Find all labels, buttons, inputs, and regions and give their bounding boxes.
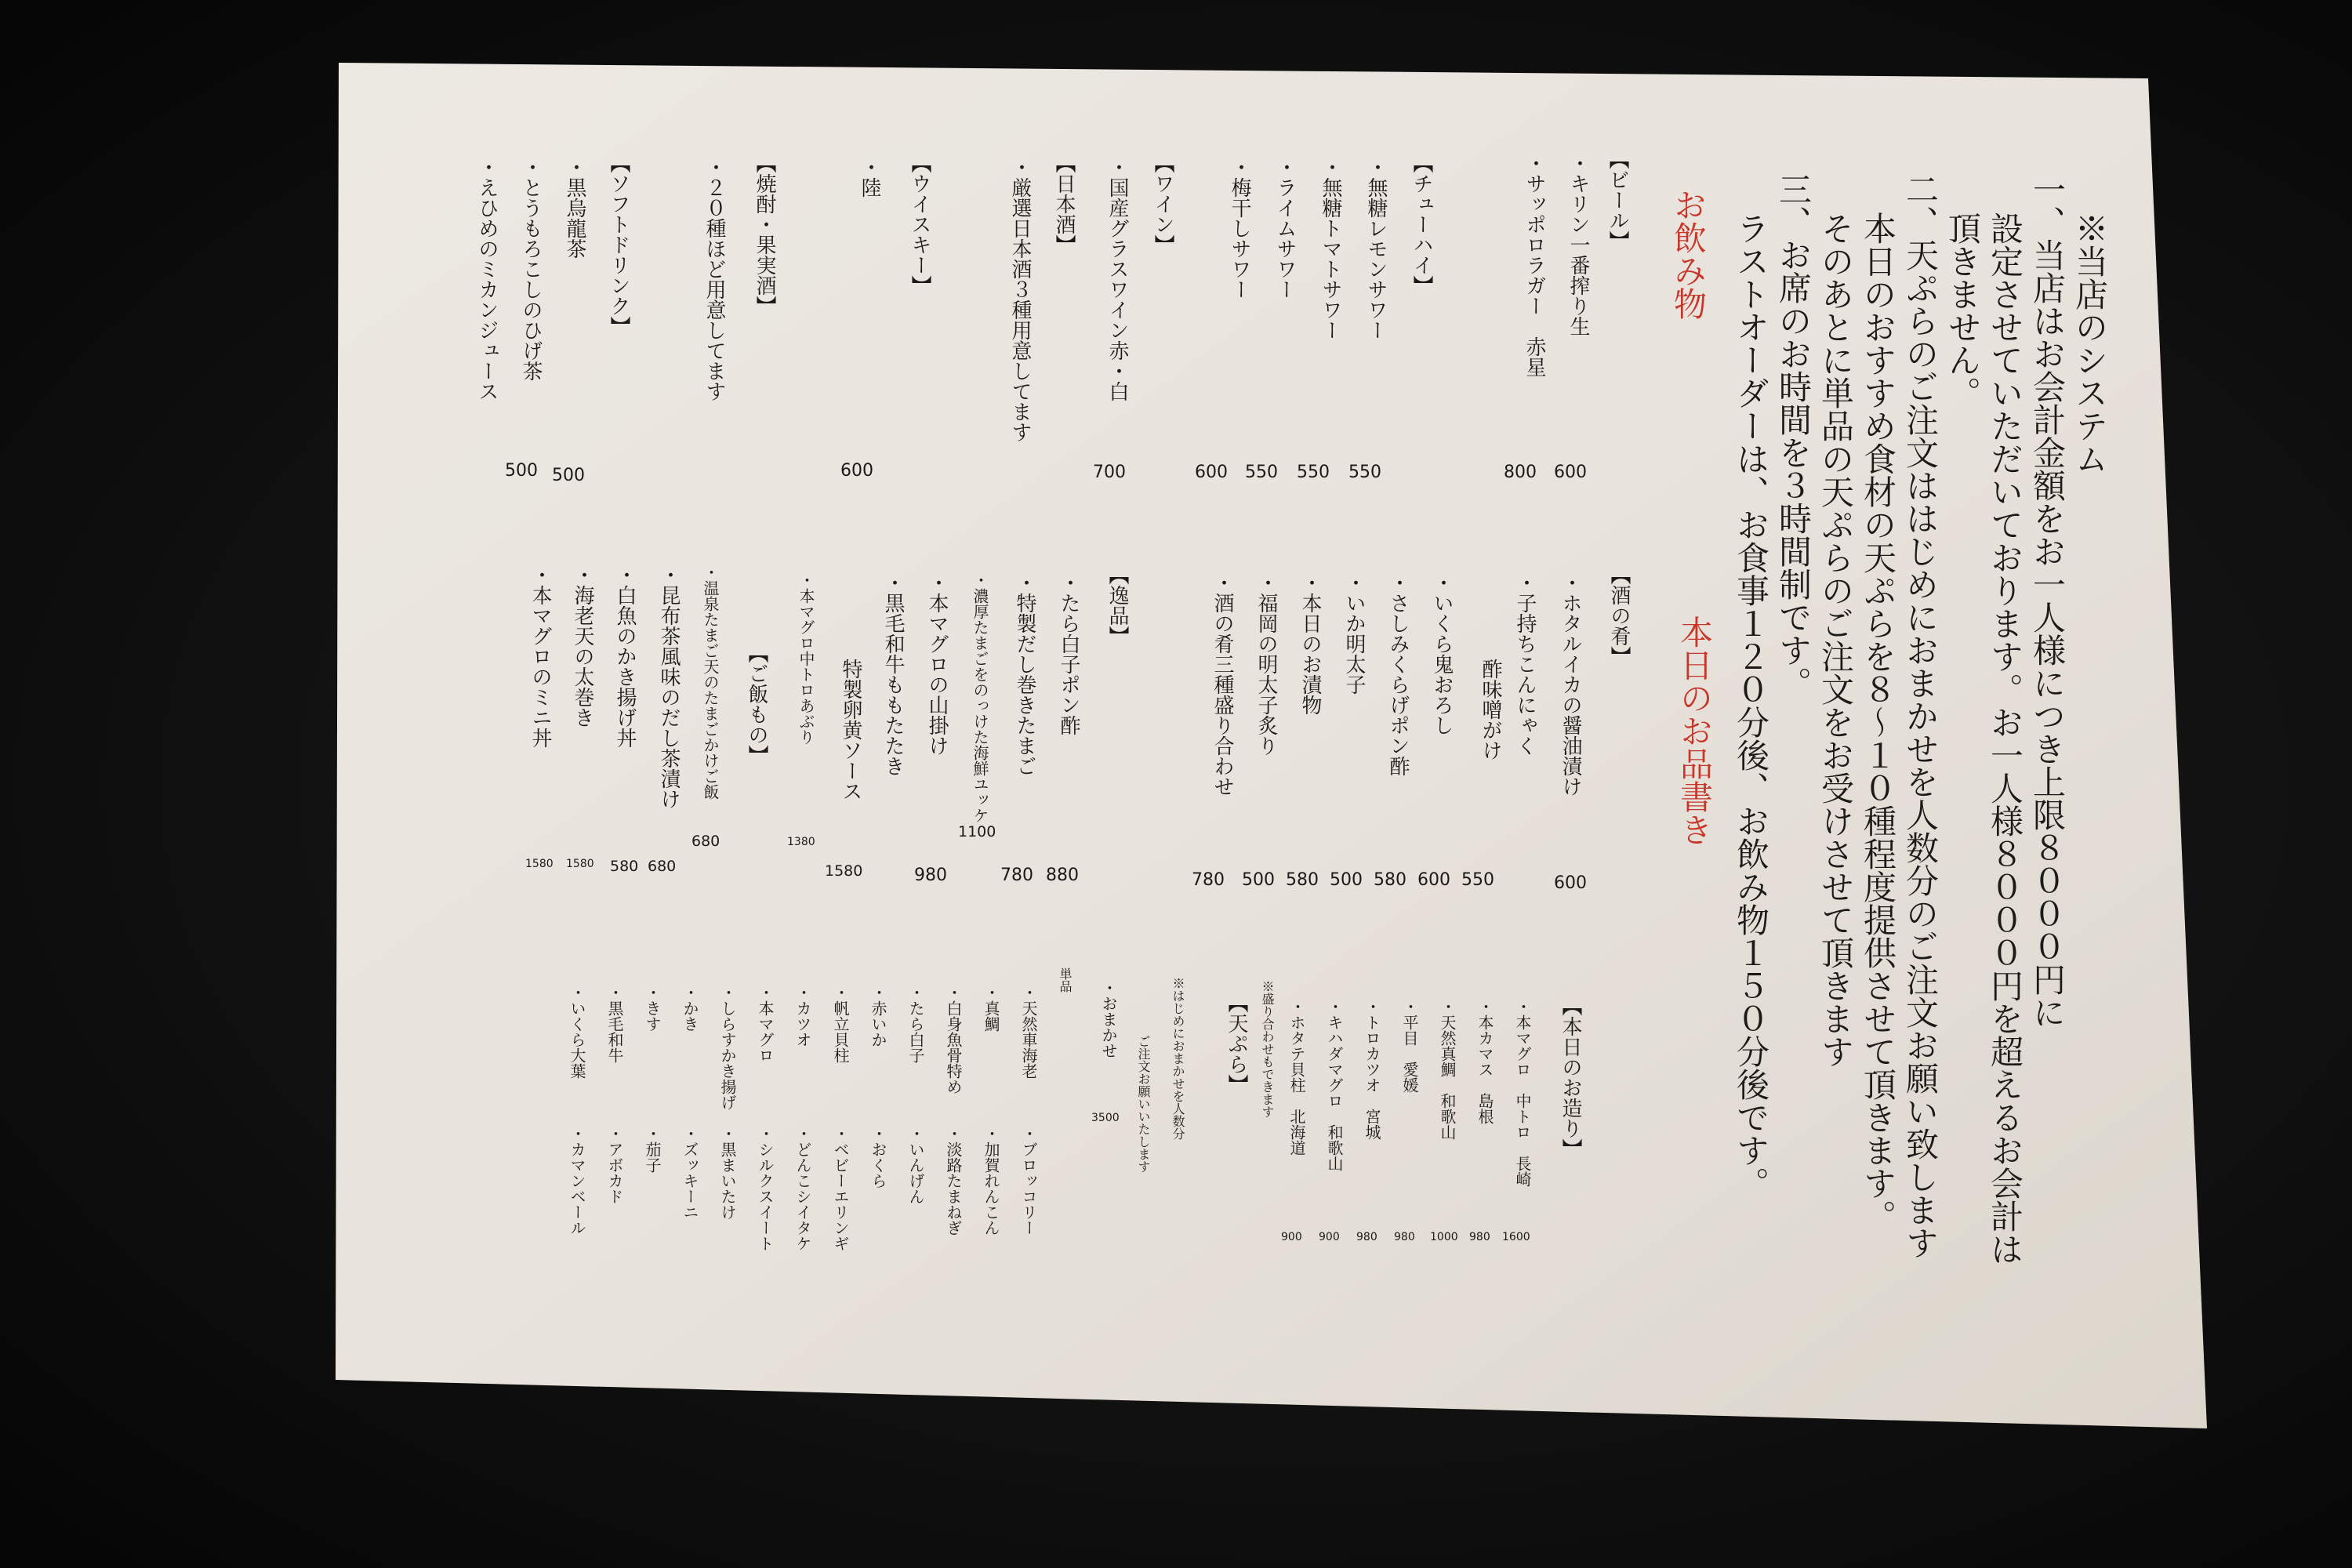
- sakana-item: ・酒の肴三種盛り合わせ: [1210, 572, 1234, 797]
- tempura-item: ・加賀れんこん: [982, 1126, 1000, 1236]
- gohan-item: ・昆布茶風味のだし茶漬け: [657, 564, 681, 809]
- drinks-heading: お飲み物: [1669, 188, 1708, 320]
- ippin-price: 780: [1000, 866, 1033, 885]
- soft-drink-price: 500: [552, 466, 585, 485]
- system-line-1b: 設定させていただいております。お一人様８０００円を超えるお会計は: [1986, 212, 2024, 1265]
- ippin-item: ・たら白子ポン酢: [1057, 572, 1080, 735]
- beer-item: ・サッポロラガー 赤星: [1523, 153, 1546, 377]
- otsukuri-item: ・キハダマグロ 和歌山: [1325, 999, 1344, 1171]
- soft-drink-price: 500: [505, 461, 538, 481]
- chuhai-item: ・梅干しサワー: [1228, 157, 1251, 299]
- soft-drink-heading: 【ソフトドリンク】: [607, 153, 630, 336]
- tempura-item: ・アボカド: [605, 1126, 624, 1204]
- sakana-item: ・本日のお漬物: [1298, 572, 1322, 715]
- sakana-item-note: 酢味噌がけ: [1479, 659, 1502, 760]
- tempura-note: ご注文お願いいたします: [1136, 1035, 1151, 1173]
- tempura-item: ・いくら大葉: [568, 985, 586, 1079]
- tempura-item: ・本マグロ: [756, 985, 775, 1063]
- tempura-item: ・いんげん: [906, 1126, 925, 1204]
- otsukuri-item: ・本マグロ 中トロ 長崎: [1513, 999, 1532, 1187]
- otsukuri-price: 980: [1469, 1231, 1490, 1243]
- system-line-3a: 三、お席のお時間を３時間制です。: [1774, 172, 1813, 699]
- tempura-note: ※はじめにおまかせを人数分: [1171, 977, 1185, 1140]
- sakana-item: ・いか明太子: [1342, 572, 1366, 695]
- sakana-heading: 【酒の肴】: [1607, 564, 1631, 666]
- tempura-note: ※盛り合わせもできます: [1260, 980, 1275, 1118]
- tempura-item: ・天然車海老: [1019, 985, 1038, 1079]
- ippin-item: ・黒毛和牛ももたたき: [881, 572, 905, 776]
- sake-heading: 【日本酒】: [1052, 153, 1076, 255]
- chuhai-price: 600: [1195, 463, 1228, 482]
- system-line-1a: 一、当店はお会計金額をお一人様につき上限８０００円に: [2028, 172, 2067, 1029]
- otsukuri-price: 900: [1281, 1231, 1302, 1243]
- chuhai-item: ・無糖レモンサワー: [1364, 157, 1388, 340]
- ippin-price: 980: [914, 866, 947, 885]
- otsukuri-item: ・本カマス 島根: [1475, 999, 1494, 1124]
- tempura-item: ・ズッキーニ: [681, 1126, 699, 1220]
- sakana-price: 600: [1417, 870, 1450, 890]
- chuhai-item: ・ライムサワー: [1273, 157, 1297, 299]
- ippin-price: 880: [1046, 866, 1079, 885]
- whisky-item: ・陸: [858, 157, 881, 198]
- sakana-item: ・福岡の明太子炙り: [1254, 572, 1278, 756]
- otsukuri-item: ・トロカツオ 宮城: [1363, 999, 1381, 1140]
- tempura-item: ・たら白子: [906, 985, 925, 1063]
- tempura-item: ・赤いか: [869, 985, 887, 1047]
- sakana-price: 580: [1286, 870, 1319, 890]
- sake-item: ・厳選日本酒３種用意してます: [1008, 157, 1032, 442]
- beer-item: ・キリン一番搾り生: [1566, 153, 1590, 336]
- otsukuri-item: ・平目 愛媛: [1400, 999, 1419, 1093]
- shochu-heading: 【焼酎・果実酒】: [753, 153, 776, 316]
- gohan-price: 680: [691, 833, 720, 850]
- chuhai-heading: 【チューハイ】: [1410, 153, 1433, 296]
- gohan-price: 1580: [566, 858, 594, 870]
- tempura-item: ・どんこシイタケ: [793, 1126, 812, 1251]
- tempura-item: ・ブロッコリー: [1019, 1126, 1038, 1236]
- otsukuri-price: 980: [1394, 1231, 1415, 1243]
- system-line-2a: 二、天ぷらのご注文ははじめにおまかせを人数分のご注文お願い致します: [1901, 172, 1940, 1259]
- wine-price: 700: [1093, 463, 1126, 482]
- ippin-item: ・特製だし巻きたまご: [1013, 572, 1036, 776]
- sakana-price: 500: [1242, 870, 1275, 890]
- soft-drink-item: ・とうもろこしのひげ茶: [519, 157, 543, 381]
- beer-heading: 【ビール】: [1606, 149, 1629, 251]
- soft-drink-item: ・えひめのミカンジュース: [475, 157, 499, 401]
- sakana-item: ・さしみくらげポン酢: [1386, 572, 1410, 776]
- tempura-omakase-price: 3500: [1091, 1112, 1120, 1124]
- sakana-item: ・いくら鬼おろし: [1430, 572, 1454, 735]
- system-line-2b: 本日のおすすめ食材の天ぷらを８～１０種程度提供させて頂きます。: [1859, 212, 1897, 1232]
- gohan-item: ・温泉たまご天のたまごかけご飯: [701, 564, 720, 800]
- gohan-item: ・白魚のかき揚げ丼: [613, 564, 637, 748]
- wine-item: ・国産グラスワイン赤・白: [1105, 157, 1129, 401]
- gohan-price: 580: [610, 858, 639, 875]
- chuhai-item: ・無糖トマトサワー: [1319, 157, 1342, 340]
- gohan-item: ・海老天の太巻き: [571, 564, 594, 728]
- tempura-item: ・帆立貝柱: [831, 985, 850, 1063]
- beer-price: 600: [1554, 463, 1587, 482]
- sakana-price: 500: [1330, 870, 1363, 890]
- tempura-item: ・黒まいたけ: [718, 1126, 737, 1220]
- ippin-item-note: 特製卵黄ソース: [839, 659, 862, 801]
- chuhai-price: 550: [1245, 463, 1278, 482]
- otsukuri-heading: 【本日のお造り】: [1559, 996, 1582, 1159]
- tempura-item: ・カツオ: [793, 985, 812, 1047]
- system-title: ※当店のシステム: [2071, 212, 2109, 475]
- wine-heading: 【ワイン】: [1151, 153, 1174, 255]
- tempura-item: ・淡路たまねぎ: [944, 1126, 963, 1236]
- gohan-heading: 【ご飯もの】: [745, 643, 768, 765]
- otsukuri-price: 980: [1356, 1231, 1377, 1243]
- sakana-price: 580: [1374, 870, 1406, 890]
- system-line-3b: ラストオーダーは、お食事１２０分後、お飲み物１５０分後です。: [1732, 212, 1770, 1200]
- tempura-item: ・ベビーエリンギ: [831, 1126, 850, 1251]
- tempura-item: ・白身魚骨特め: [944, 985, 963, 1094]
- sakana-price: 550: [1461, 870, 1494, 890]
- otsukuri-price: 900: [1319, 1231, 1340, 1243]
- otsukuri-item: ・天然真鯛 和歌山: [1438, 999, 1457, 1140]
- tempura-heading: 【天ぷら】: [1225, 993, 1248, 1094]
- sakana-item: ・子持ちこんにゃく: [1513, 572, 1537, 756]
- shochu-item: ・２０種ほど用意してます: [702, 157, 726, 401]
- tempura-item: ・シルクスイート: [756, 1126, 775, 1251]
- system-line-1c: 頂きません。: [1944, 212, 1982, 409]
- gohan-item: ・本マグロのミニ丼: [528, 564, 552, 748]
- gohan-price: 680: [648, 858, 677, 875]
- tempura-item: ・茄子: [643, 1126, 662, 1173]
- tempura-item: ・かき: [681, 985, 699, 1032]
- otsukuri-price: 1000: [1430, 1231, 1458, 1243]
- tempura-item: ・真鯛: [982, 985, 1000, 1032]
- tempura-item: ・しらすかき揚げ: [718, 985, 737, 1110]
- menu-heading: 本日のお品書き: [1675, 615, 1714, 846]
- tempura-item: ・きす: [643, 985, 662, 1032]
- beer-price: 800: [1504, 463, 1537, 482]
- soft-drink-item: ・黒烏龍茶: [563, 157, 586, 259]
- ippin-item: ・濃厚たまごをのっけた海鮮ユッケ: [971, 572, 989, 823]
- otsukuri-price: 1600: [1502, 1231, 1530, 1243]
- chuhai-price: 550: [1348, 463, 1381, 482]
- sakana-price: 780: [1192, 870, 1225, 890]
- ippin-item: ・本マグロ中トロあぶり: [797, 572, 815, 745]
- ippin-item: ・本マグロの山掛け: [925, 572, 949, 756]
- tempura-tanpin-label: 単品: [1058, 967, 1073, 993]
- whisky-price: 600: [840, 461, 873, 481]
- chuhai-price: 550: [1297, 463, 1330, 482]
- ippin-price: 1380: [787, 836, 815, 848]
- tempura-omakase: ・おまかせ: [1099, 980, 1118, 1058]
- tempura-item: ・黒毛和牛: [605, 985, 624, 1063]
- whisky-heading: 【ウイスキー】: [908, 153, 931, 296]
- gohan-price: 1580: [525, 858, 554, 870]
- ippin-price: 1580: [825, 862, 863, 880]
- tempura-item: ・カマンベール: [568, 1126, 586, 1236]
- sakana-item: ・ホタルイカの醤油漬け: [1559, 572, 1582, 797]
- system-line-2c: そのあとに単品の天ぷらのご注文をお受けさせて頂きます: [1817, 212, 1855, 1068]
- sakana-price: 600: [1554, 873, 1587, 893]
- ippin-price: 1100: [958, 823, 996, 840]
- ippin-heading: 【逸品】: [1105, 564, 1129, 646]
- tempura-item: ・おくら: [869, 1126, 887, 1189]
- otsukuri-item: ・ホタテ貝柱 北海道: [1287, 999, 1306, 1156]
